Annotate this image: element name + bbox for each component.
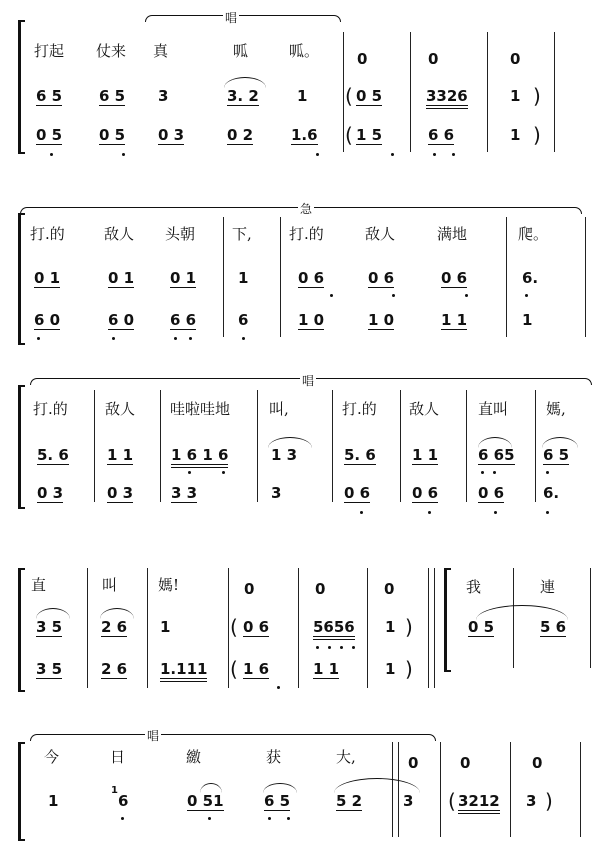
paren: (: [230, 615, 238, 639]
octave-dot: [189, 337, 192, 340]
lyric: 打.的: [33, 400, 68, 418]
lyric: 連: [540, 578, 556, 596]
paren: (: [230, 657, 238, 681]
octave-dot: [392, 294, 395, 297]
lyric: 真: [153, 42, 169, 60]
barline: [160, 390, 161, 502]
note: 1: [510, 87, 521, 105]
note: 6 65: [478, 446, 515, 464]
system-bracket: [18, 742, 25, 841]
lyric: 叫: [102, 576, 118, 594]
rest: 0: [384, 580, 395, 598]
barline: [94, 390, 95, 502]
note: 0 6: [243, 618, 270, 636]
lyric: 仗来: [96, 42, 127, 60]
note: 1: [297, 87, 308, 105]
octave-dot: [452, 153, 455, 156]
note: 1 5: [356, 126, 383, 144]
note: 1: [238, 269, 249, 287]
paren: ): [533, 84, 541, 108]
octave-dot: [493, 471, 496, 474]
note: 6 0: [34, 311, 61, 329]
note: 1 1: [412, 446, 439, 464]
barline: [466, 390, 467, 502]
note: 0 3: [107, 484, 134, 502]
octave-dot: [360, 511, 363, 514]
note: 1: [385, 660, 396, 678]
note: 3326: [426, 89, 468, 109]
note: 3. 2: [227, 87, 259, 105]
rest: 0: [357, 50, 368, 68]
octave-dot: [328, 646, 331, 649]
barline: [257, 390, 258, 502]
barline: [87, 568, 88, 688]
note: 0 2: [227, 126, 254, 144]
note: 0 6: [441, 269, 468, 287]
octave-dot: [433, 153, 436, 156]
lyric: 大,: [336, 748, 356, 766]
note: 6 6: [428, 126, 455, 144]
note: 6 0: [108, 311, 135, 329]
lyric: 我: [466, 578, 482, 596]
rest: 0: [315, 580, 326, 598]
system-bracket: [18, 213, 25, 345]
system-bracket: [444, 568, 451, 672]
note: 6 5: [36, 87, 63, 105]
note: 0 1: [108, 269, 135, 287]
lyric: 敌人: [365, 225, 396, 243]
lyric: 满地: [437, 225, 468, 243]
note: 3: [403, 792, 414, 810]
paren: ): [545, 789, 553, 813]
octave-dot: [50, 153, 53, 156]
note: 6 5: [543, 446, 570, 464]
barline: [367, 568, 368, 688]
system-bracket: [18, 385, 25, 509]
barline: [410, 32, 411, 152]
lyric: 哇啦哇地: [170, 400, 231, 418]
lyric: 打.的: [289, 225, 324, 243]
note: 3: [526, 792, 537, 810]
tempo-mark: 急: [300, 202, 313, 216]
note: 6.: [522, 269, 539, 287]
grace-note: 1: [111, 785, 118, 796]
note: 0 3: [158, 126, 185, 144]
note: 0 6: [298, 269, 325, 287]
rest: 0: [428, 50, 439, 68]
lyric: 敌人: [104, 225, 135, 243]
lyric: 呱: [233, 42, 249, 60]
lyric: 媽,: [546, 400, 566, 418]
lyric: 叫,: [269, 400, 289, 418]
note: 0 5: [36, 126, 63, 144]
lyric: 打起: [34, 42, 65, 60]
octave-dot: [546, 511, 549, 514]
note: 3212: [458, 794, 500, 814]
lyric: 爬。: [518, 225, 549, 243]
rest: 0: [460, 754, 471, 772]
paren: (: [345, 84, 353, 108]
note: 0 1: [170, 269, 197, 287]
note: 5. 6: [37, 446, 69, 464]
note: 1 6 1 6: [171, 448, 228, 468]
barline: [487, 32, 488, 152]
note: 1: [522, 311, 533, 329]
paren: (: [345, 123, 353, 147]
lyric: 呱。: [289, 42, 320, 60]
note: 0 6: [412, 484, 439, 502]
barline: [400, 390, 401, 502]
lyric: 日: [110, 748, 126, 766]
rest: 0: [510, 50, 521, 68]
paren: ): [405, 657, 413, 681]
octave-dot: [546, 471, 549, 474]
note: 5656: [313, 620, 355, 640]
barline: [535, 390, 536, 502]
barline: [580, 742, 581, 837]
note: 6 5: [99, 87, 126, 105]
octave-dot: [465, 294, 468, 297]
rest: 0: [408, 754, 419, 772]
lyric: 敌人: [409, 400, 440, 418]
tempo-mark: 唱: [225, 11, 238, 25]
lyric: 今: [44, 748, 60, 766]
octave-dot: [340, 646, 343, 649]
lyric: 头朝: [165, 225, 196, 243]
note: 3: [271, 484, 282, 502]
note: 0 1: [34, 269, 61, 287]
octave-dot: [391, 153, 394, 156]
note: 5 6: [540, 618, 567, 636]
octave-dot: [112, 337, 115, 340]
lyric: 敌人: [105, 400, 136, 418]
octave-dot: [316, 646, 319, 649]
octave-dot: [316, 153, 319, 156]
note: 1 1: [441, 311, 468, 329]
phrase-arc: [30, 734, 436, 741]
note: 6 5: [264, 792, 291, 810]
barline: [332, 390, 333, 502]
lyric: 直叫: [478, 400, 509, 418]
barline: [585, 217, 586, 337]
lyric: 媽!: [158, 576, 180, 594]
note: 3 5: [36, 618, 63, 636]
paren: (: [448, 789, 456, 813]
note: 1 0: [368, 311, 395, 329]
octave-dot: [222, 471, 225, 474]
note: 0 6: [344, 484, 371, 502]
note: 6: [238, 311, 249, 329]
lyric: 打.的: [30, 225, 65, 243]
note: 5 2: [336, 792, 363, 810]
note: 3: [158, 87, 169, 105]
note: 1 0: [298, 311, 325, 329]
note: 0 6: [368, 269, 395, 287]
barline: [228, 568, 229, 688]
lyric: 直: [31, 576, 47, 594]
barline: [280, 217, 281, 337]
octave-dot: [242, 337, 245, 340]
paren: ): [405, 615, 413, 639]
slur: [334, 778, 420, 793]
note: 1 1: [313, 660, 340, 678]
note: 1: [510, 126, 521, 144]
octave-dot: [428, 511, 431, 514]
note: 0 51: [187, 792, 224, 810]
note: 6: [118, 792, 129, 810]
barline: [147, 568, 148, 688]
lyric: 繳: [186, 748, 202, 766]
barline: [440, 742, 441, 837]
note: 1 6: [243, 660, 270, 678]
octave-dot: [121, 817, 124, 820]
note: 3 3: [171, 484, 198, 502]
rest: 0: [244, 580, 255, 598]
note: 1: [385, 618, 396, 636]
note: 6 6: [170, 311, 197, 329]
barline: [506, 217, 507, 337]
lyric: 获: [266, 748, 282, 766]
note: 1.6: [291, 126, 318, 144]
note: 1.111: [160, 662, 207, 682]
octave-dot: [277, 686, 280, 689]
double-barline: [428, 568, 435, 688]
barline: [590, 568, 591, 668]
note: 0 5: [468, 618, 495, 636]
phrase-arc: [145, 15, 341, 22]
tempo-mark: 唱: [302, 374, 315, 388]
octave-dot: [352, 646, 355, 649]
lyric: 打.的: [342, 400, 377, 418]
barline: [223, 217, 224, 337]
note: 0 5: [356, 87, 383, 105]
octave-dot: [188, 471, 191, 474]
barline: [298, 568, 299, 688]
octave-dot: [37, 337, 40, 340]
note: 1: [160, 618, 171, 636]
octave-dot: [268, 817, 271, 820]
note: 6.: [543, 484, 560, 502]
octave-dot: [494, 511, 497, 514]
note: 1 1: [107, 446, 134, 464]
note: 0 6: [478, 484, 505, 502]
barline: [510, 742, 511, 837]
octave-dot: [330, 294, 333, 297]
octave-dot: [174, 337, 177, 340]
octave-dot: [208, 817, 211, 820]
system-bracket: [18, 568, 25, 692]
note: 1: [48, 792, 59, 810]
octave-dot: [287, 817, 290, 820]
octave-dot: [481, 471, 484, 474]
note: 2 6: [101, 660, 128, 678]
note: 1 3: [271, 446, 298, 464]
barline: [343, 32, 344, 152]
rest: 0: [532, 754, 543, 772]
note: 0 5: [99, 126, 126, 144]
lyric: 下,: [232, 225, 252, 243]
paren: ): [533, 123, 541, 147]
system-bracket: [18, 20, 25, 154]
tempo-mark: 唱: [147, 729, 160, 743]
note: 3 5: [36, 660, 63, 678]
note: 0 3: [37, 484, 64, 502]
note: 2 6: [101, 618, 128, 636]
octave-dot: [122, 153, 125, 156]
note: 5. 6: [344, 446, 376, 464]
barline: [554, 32, 555, 152]
octave-dot: [525, 294, 528, 297]
